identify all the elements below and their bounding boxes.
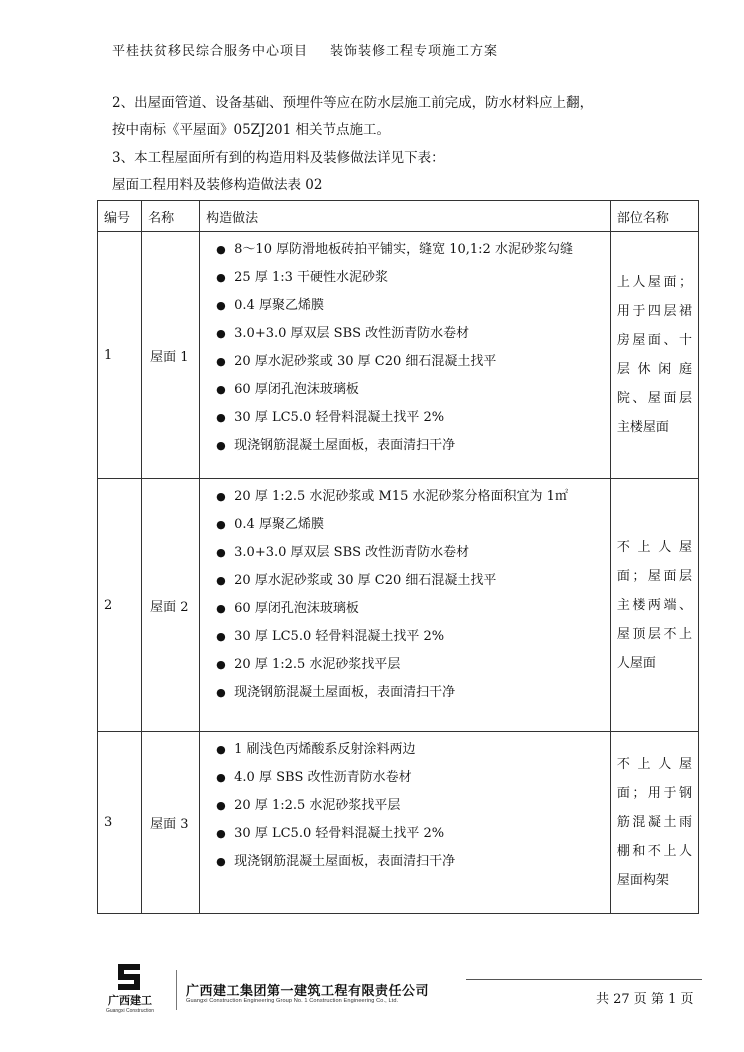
paragraph-2: 3、本工程屋面所有到的构造用料及装修做法详见下表：	[112, 150, 445, 166]
cell-name: 屋面 1	[142, 232, 200, 479]
list-item	[200, 292, 610, 320]
cell-method	[200, 232, 611, 479]
bullet-dot-icon: ●	[216, 743, 226, 756]
part-text: 上人屋面；用于四层裙房屋面、十层休闲庭院、屋面层主楼屋面	[616, 275, 692, 435]
bullet-dot-icon: ●	[216, 327, 226, 340]
page-number: 共 27 页 第 1 页	[596, 992, 694, 1007]
item-text: 30 厚 LC5.0 轻骨料混凝土找平 2%	[234, 629, 445, 644]
bullet-dot-icon: ●	[216, 490, 226, 503]
list-item	[200, 320, 610, 348]
table-header-row	[98, 201, 699, 232]
table-caption: 屋面工程用料及装修构造做法表 02	[112, 177, 323, 193]
bullet-dot-icon: ●	[216, 630, 226, 643]
item-text: 4.0 厚 SBS 改性沥青防水卷材	[234, 770, 412, 785]
bullet-dot-icon: ●	[216, 243, 226, 256]
header-project: 平桂扶贫移民综合服务中心项目	[112, 44, 309, 59]
item-text: 0.4 厚聚乙烯膜	[234, 298, 324, 313]
list-item	[200, 483, 610, 511]
svg-text:Guangxi Construction: Guangxi Construction	[105, 1008, 155, 1014]
bullet-dot-icon: ●	[216, 827, 226, 840]
bullet-dot-icon: ●	[216, 771, 226, 784]
list-item	[200, 736, 610, 764]
item-text: 20 厚水泥砂浆或 30 厚 C20 细石混凝土找平	[234, 573, 497, 588]
list-item	[200, 404, 610, 432]
bullet-dot-icon: ●	[216, 355, 226, 368]
part-text: 不上人屋面；用于钢筋混凝土雨棚和不上人屋面构架	[616, 757, 692, 888]
method-list	[200, 236, 610, 460]
svg-text:广西建工: 广西建工	[108, 994, 152, 1007]
bullet-dot-icon: ●	[216, 299, 226, 312]
cell-part	[610, 232, 698, 479]
bullet-dot-icon: ●	[216, 271, 226, 284]
method-list	[200, 483, 610, 707]
item-text: 60 厚闭孔泡沫玻璃板	[234, 382, 359, 397]
company-name-en: Guangxi Construction Engineering Group No. 1 Construction Engineering Co., Ltd.	[186, 998, 399, 1004]
table-row	[98, 479, 699, 732]
item-text: 60 厚闭孔泡沫玻璃板	[234, 601, 359, 616]
list-item	[200, 236, 610, 264]
bullet-dot-icon: ●	[216, 602, 226, 615]
list-item	[200, 539, 610, 567]
bullet-dot-icon: ●	[216, 518, 226, 531]
item-text: 3.0+3.0 厚双层 SBS 改性沥青防水卷材	[234, 545, 470, 560]
item-text: 20 厚水泥砂浆或 30 厚 C20 细石混凝土找平	[234, 354, 497, 369]
table-row	[98, 232, 699, 479]
item-text: 3.0+3.0 厚双层 SBS 改性沥青防水卷材	[234, 326, 470, 341]
list-item	[200, 264, 610, 292]
paragraph-1-line-1: 2、出屋面管道、设备基础、预埋件等应在防水层施工前完成，防水材料应上翻，	[112, 95, 594, 111]
list-item	[200, 820, 610, 848]
list-item	[200, 848, 610, 876]
list-item	[200, 623, 610, 651]
cell-method	[200, 479, 611, 732]
bullet-dot-icon: ●	[216, 855, 226, 868]
bullet-dot-icon: ●	[216, 383, 226, 396]
item-text: 现浇钢筋混凝土屋面板，表面清扫干净	[234, 685, 456, 700]
header-no: 编号	[98, 201, 142, 232]
method-list	[200, 736, 610, 876]
footer-rule	[466, 979, 702, 980]
item-text: 20 厚 1:2.5 水泥砂浆找平层	[234, 798, 401, 813]
list-item	[200, 376, 610, 404]
list-item	[200, 679, 610, 707]
list-item	[200, 595, 610, 623]
cell-method	[200, 732, 611, 914]
bullet-dot-icon: ●	[216, 411, 226, 424]
item-text: 30 厚 LC5.0 轻骨料混凝土找平 2%	[234, 410, 445, 425]
item-text: 20 厚 1:2.5 水泥砂浆找平层	[234, 657, 401, 672]
bullet-dot-icon: ●	[216, 799, 226, 812]
bullet-dot-icon: ●	[216, 439, 226, 452]
cell-no: 3	[98, 732, 142, 914]
part-text: 不上人屋面；屋面层主楼两端、屋顶层不上人屋面	[616, 539, 692, 671]
paragraph-1-line-2: 按中南标《平屋面》05ZJ201 相关节点施工。	[112, 122, 391, 138]
bullet-dot-icon: ●	[216, 686, 226, 699]
company-name: 广西建工集团第一建筑工程有限责任公司	[186, 984, 430, 999]
cell-part	[610, 732, 698, 914]
cell-no: 2	[98, 479, 142, 732]
cell-no: 1	[98, 232, 142, 479]
page-header	[112, 40, 498, 59]
item-text: 现浇钢筋混凝土屋面板，表面清扫干净	[234, 854, 456, 869]
construction-table	[97, 200, 699, 914]
item-text: 25 厚 1:3 干硬性水泥砂浆	[234, 270, 389, 285]
header-part: 部位名称	[610, 201, 698, 232]
cell-part	[610, 479, 698, 732]
list-item	[200, 511, 610, 539]
item-text: 30 厚 LC5.0 轻骨料混凝土找平 2%	[234, 826, 445, 841]
table-row	[98, 732, 699, 914]
header-doc-title: 装饰装修工程专项施工方案	[330, 44, 499, 59]
bullet-dot-icon: ●	[216, 658, 226, 671]
header-name: 名称	[142, 201, 200, 232]
footer-divider	[176, 970, 177, 1010]
list-item	[200, 651, 610, 679]
item-text: 0.4 厚聚乙烯膜	[234, 517, 324, 532]
item-text: 8～10 厚防滑地板砖拍平铺实，缝宽 10,1:2 水泥砂浆勾缝	[234, 242, 573, 257]
list-item	[200, 792, 610, 820]
bullet-dot-icon: ●	[216, 546, 226, 559]
cell-name: 屋面 2	[142, 479, 200, 732]
cell-name: 屋面 3	[142, 732, 200, 914]
item-text: 1 刷浅色丙烯酸系反射涂料两边	[234, 742, 416, 757]
item-text: 现浇钢筋混凝土屋面板，表面清扫干净	[234, 438, 456, 453]
list-item	[200, 764, 610, 792]
list-item	[200, 348, 610, 376]
item-text: 20 厚 1:2.5 水泥砂浆或 M15 水泥砂浆分格面积宜为 1㎡	[234, 489, 568, 504]
header-method: 构造做法	[200, 201, 611, 232]
bullet-dot-icon: ●	[216, 574, 226, 587]
list-item	[200, 432, 610, 460]
company-logo-icon	[100, 962, 160, 1014]
list-item	[200, 567, 610, 595]
